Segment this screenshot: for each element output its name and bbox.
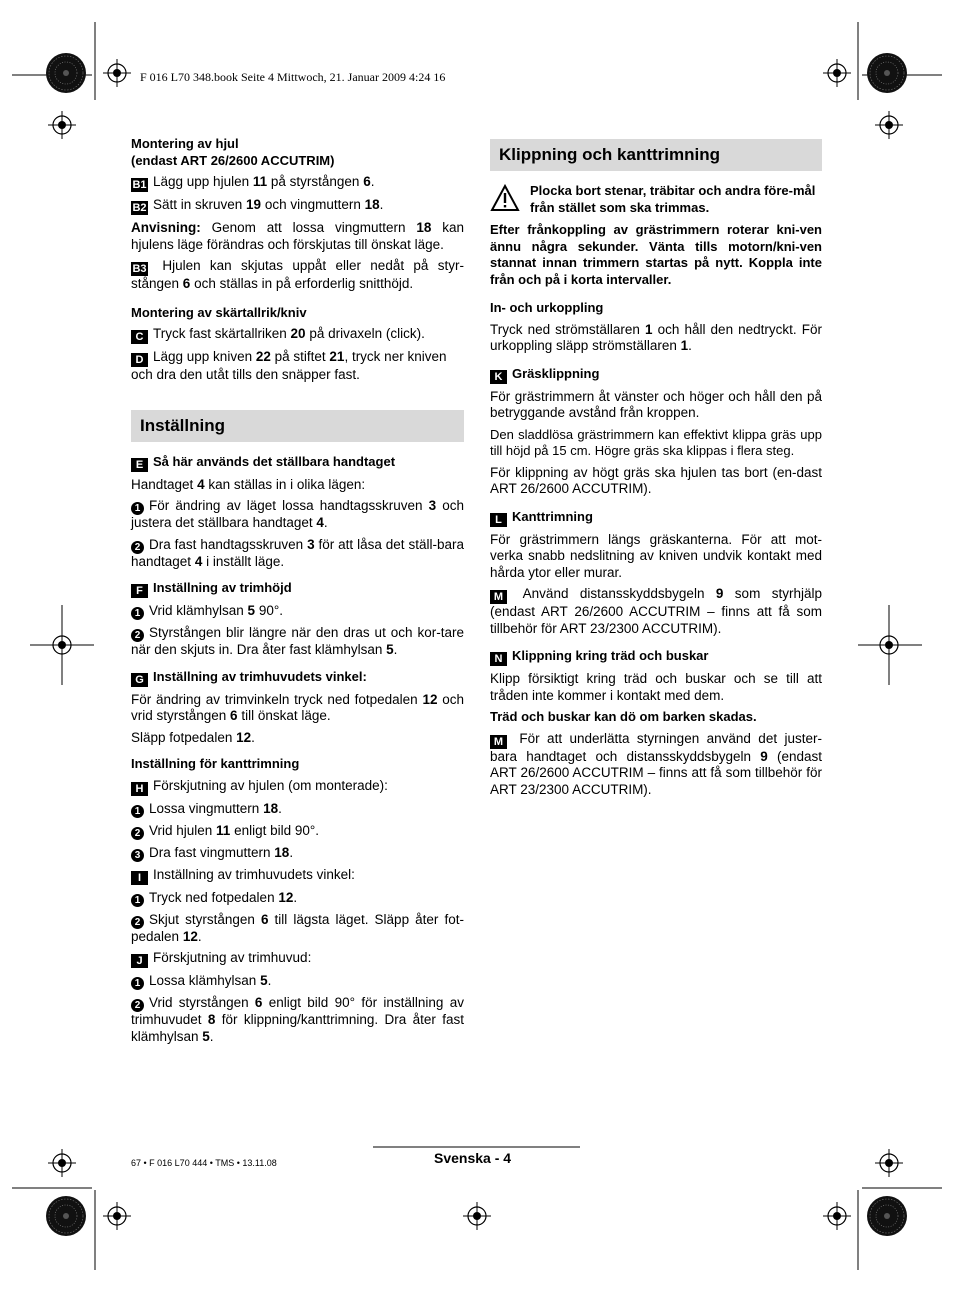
step-j: J Förskjutning av trimhuvud: [131,950,464,968]
section-title-l: L Kanttrimning [490,509,822,527]
step-b2: B2 Sätt in skruven 19 och vingmuttern 18. [132,197,384,214]
file-header: F 016 L70 348.book Seite 4 Mittwoch, 21. Januar 2009 4:24 16 [140,70,446,84]
section-title-inur: In- och urkoppling [490,300,604,315]
g-para-2: Släpp fotpedalen 12. [131,729,255,745]
left-column [131,136,464,1050]
section-title-n: N Klippning kring träd och buskar [490,648,822,666]
j-step-1: 1 Lossa klämhylsan 5. [131,973,464,990]
step-b1: B1 Lägg upp hjulen 11 på styrstången 6. [132,174,375,191]
section-title-f: F Inställning av trimhöjd [131,580,464,598]
warning-block [490,183,822,216]
e-step-1: 1 För ändring av läget lossa handtagsskruven 3 och justera det ställbara handtaget 4. [131,498,464,530]
section-title-g: G Inställning av trimhuvudets vinkel: [131,669,464,687]
i-step-2: 2 Skjut styrstången 6 till lägsta läget. Släpp åter fot-pedalen 12. [131,911,464,944]
step-h: H Förskjutning av hjulen (om monterade): [131,778,464,796]
section-band-installning: Inställning [131,410,464,442]
h-step-3: 3 Dra fast vingmuttern 18. [131,845,464,862]
step-b3: B3 Hjulen kan skjutas uppåt eller nedåt på styr-stången 6 och ställas in på erforderlig snitthöjd. [131,258,464,291]
page-number: Svenska - 4 [434,1150,512,1166]
right-column [490,139,822,803]
k-para-3: För klippning av högt gräs ska hjulen tas bort (en-dast ART 26/2600 ACCUTRIM). [490,464,822,496]
section-title-kanttrimning: Inställning för kanttrimning [131,756,300,771]
l-para-1: För grästrimmern längs gräskanterna. För att mot-verka snabb nedslitning av kniven undvik kontakt med hårda ytor eller murar. [490,531,822,580]
f-step-1: 1 Vrid klämhylsan 5 90°. [131,603,464,620]
section-title-k: K Gräsklippning [490,366,822,384]
warning-text-2: Efter frånkoppling av grästrimmern roterar kni-ven ännu några sekunder. Vänta tills motorn/kni-ven stannat innan trimmern startas på nytt. Koppla inte från och på i korta intervaller. [490,222,822,287]
h-step-2: 2 Vrid hjulen 11 enligt bild 90°. [131,823,464,840]
footer-code: 67 • F 016 L70 444 • TMS • 13.11.08 [131,1158,277,1168]
h-step-1: 1 Lossa vingmuttern 18. [131,801,464,818]
f-step-2: 2 Styrstången blir längre när den dras ut och kor-tare när den skjuts in. Dra åter fast klämhylsan 5. [131,625,464,657]
step-m2: M För att underlätta styrningen använd det juster-bara handtaget och distansskyddsbygeln 9 (endast ART 26/2600 ACCUTRIM – finns att få som tillbehör för ART 23/2300 ACCUTRIM). [490,730,823,797]
step-m1: M Använd distansskyddsbygeln 9 som styrhjälp (endast ART 26/2600 ACCUTRIM – finns att få som tillbehör för ART 23/2300 ACCUTRIM). [490,586,822,636]
i-step-1: 1 Tryck ned fotpedalen 12. [131,890,464,907]
n-para-2: Träd och buskar kan dö om barken skadas. [490,709,757,724]
step-c: C Tryck fast skärtallriken 20 på drivaxeln (click). [131,326,464,344]
k-para-1: För grästrimmern åt vänster och höger och håll den på betryggande avstånd från kroppen. [490,388,822,420]
section-title-hjul: Montering av hjul [131,136,239,151]
n-para-1: Klipp försiktigt kring träd och buskar och se till att tråden inte kommer i kontakt med dem. [490,671,822,703]
g-para-1: För ändring av trimvinkeln tryck ned fotpedalen 12 och vrid styrstången 6 till önskat läge. [131,691,464,723]
step-i: I Inställning av trimhuvudets vinkel: [131,867,464,885]
e-para: Handtaget 4 kan ställas in i olika lägen: [131,476,366,492]
inur-para: Tryck ned strömställaren 1 och håll den nedtryckt. För urkoppling släpp strömställaren 1. [490,321,822,353]
section-title-kniv: Montering av skärtallrik/kniv [131,304,307,320]
step-d: D Lägg upp kniven 22 på stiftet 21, tryck ner kniven och dra den utåt tills den snäpper fast. [131,349,447,382]
warning-text: Plocka bort stenar, träbitar och andra före-mål från stället som ska trimmas. [530,183,816,215]
k-para-2: Den sladdlösa grästrimmern kan effektivt klippa gräs upp till höjd på 15 cm. Högre gräs ska klippas i flera steg. [490,426,822,458]
warning-triangle-icon [490,184,520,212]
section-subtitle-hjul: (endast ART 26/2600 ACCUTRIM) [131,152,335,168]
section-title-e: E Så här används det ställbara handtaget [131,454,464,472]
e-step-2: 2 Dra fast handtagsskruven 3 för att låsa det ställ-bara handtaget 4 i inställt läge. [131,536,464,569]
section-band-klippning: Klippning och kanttrimning [490,139,822,171]
note-anvisning: Anvisning: Genom att lossa vingmuttern 18 kan hjulens läge förändras och förskjutas till önskat läge. [131,220,464,252]
j-step-2: 2 Vrid styrstången 6 enligt bild 90° för inställning av trimhuvudet 8 för klippning/kanttrimning. Dra åter fast klämhylsan 5. [131,995,464,1044]
